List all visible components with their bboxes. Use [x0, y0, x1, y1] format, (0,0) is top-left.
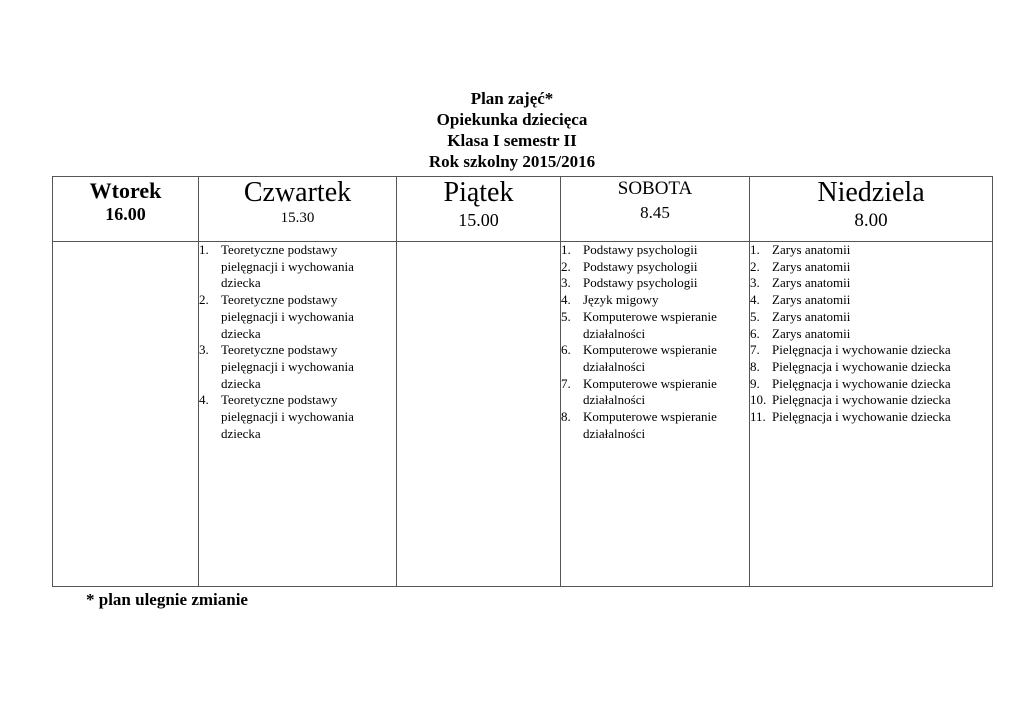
- subject-item: [199, 342, 396, 392]
- subject-text: Podstawy psychologii: [583, 258, 698, 274]
- subject-number: 8.: [561, 409, 571, 425]
- subject-text: Zarys anatomii: [772, 308, 851, 324]
- subject-number: 3.: [750, 275, 760, 291]
- subject-number: 7.: [561, 375, 571, 391]
- subject-number: 3.: [199, 342, 209, 358]
- day-time: 8.00: [854, 210, 888, 231]
- subject-text: Zarys anatomii: [772, 292, 851, 308]
- subject-number: 1.: [750, 242, 760, 257]
- subject-number: 7.: [750, 342, 760, 358]
- day-time: 15.00: [458, 210, 499, 230]
- subject-number: 6.: [561, 342, 571, 358]
- subject-item: [750, 359, 992, 376]
- subject-item: [750, 275, 992, 292]
- subject-item: [561, 275, 749, 292]
- day-header-saturday: [561, 177, 750, 242]
- subject-item: [199, 242, 396, 292]
- day-name: Czwartek: [243, 177, 352, 208]
- subject-text: Komputerowe wspieranie działalności: [583, 342, 717, 374]
- subject-item: [750, 259, 992, 276]
- subject-item: [750, 342, 992, 359]
- subject-text: Teoretyczne podstawy pielęgnacji i wychowania dziecka: [221, 242, 354, 291]
- subject-number: 2.: [561, 258, 571, 274]
- subject-text: Teoretyczne podstawy pielęgnacji i wychowania dziecka: [221, 342, 354, 391]
- subject-text: Komputerowe wspieranie działalności: [583, 409, 717, 441]
- subject-text: Teoretyczne podstawy pielęgnacji i wychowania dziecka: [221, 392, 354, 441]
- subject-text: Zarys anatomii: [772, 242, 851, 257]
- subject-item: [750, 292, 992, 309]
- class-semester: Klasa I semestr II: [447, 131, 577, 150]
- school-year: Rok szkolny 2015/2016: [428, 152, 596, 171]
- day-header-sunday: [750, 177, 993, 242]
- subject-number: 5.: [561, 308, 571, 324]
- sunday-subject-list: [750, 242, 992, 426]
- subject-text: Pielęgnacja i wychowanie dziecka: [772, 375, 951, 391]
- subject-item: [750, 376, 992, 393]
- tuesday-subjects-cell: [53, 242, 199, 587]
- day-name: SOBOTA: [617, 178, 693, 199]
- subject-item: [199, 392, 396, 442]
- course-name: Opiekunka dziecięca: [436, 110, 588, 129]
- day-time: 8.45: [640, 203, 670, 222]
- subject-number: 8.: [750, 358, 760, 374]
- subject-text: Zarys anatomii: [772, 258, 851, 274]
- thursday-subjects-cell: [199, 242, 397, 587]
- thursday-subject-list: [199, 242, 396, 442]
- sunday-subjects-cell: [750, 242, 993, 587]
- subject-number: 4.: [750, 292, 760, 308]
- schedule-table: [52, 176, 993, 587]
- day-time: 15.30: [280, 210, 315, 226]
- subject-item: [750, 409, 992, 426]
- subject-text: Komputerowe wspieranie działalności: [583, 375, 717, 408]
- subject-item: [750, 392, 992, 409]
- subject-number: 1.: [561, 242, 571, 257]
- subject-text: Pielęgnacja i wychowanie dziecka: [772, 358, 951, 374]
- subject-text: Komputerowe wspieranie działalności: [583, 308, 717, 341]
- subject-text: Pielęgnacja i wychowanie dziecka: [772, 392, 951, 408]
- subject-text: Podstawy psychologii: [583, 242, 698, 257]
- subject-number: 3.: [561, 275, 571, 291]
- document-header: [0, 88, 1024, 172]
- subject-item: [561, 292, 749, 309]
- subject-item: [750, 326, 992, 343]
- day-header-row: [53, 177, 993, 242]
- day-header-tuesday: [53, 177, 199, 242]
- subject-text: Podstawy psychologii: [583, 275, 698, 291]
- subject-number: 2.: [750, 258, 760, 274]
- subject-item: [561, 342, 749, 375]
- subject-text: Zarys anatomii: [772, 325, 851, 341]
- subject-number: 10.: [750, 392, 767, 408]
- day-name: Niedziela: [817, 177, 925, 208]
- subject-item: [561, 259, 749, 276]
- saturday-subjects-cell: [561, 242, 750, 587]
- subject-item: [750, 242, 992, 259]
- day-header-thursday: [199, 177, 397, 242]
- subject-number: 4.: [561, 292, 571, 308]
- subject-text: Zarys anatomii: [772, 275, 851, 291]
- subject-number: 11.: [750, 409, 766, 425]
- subject-item: [561, 309, 749, 342]
- subject-number: 4.: [199, 392, 209, 408]
- subject-item: [199, 292, 396, 342]
- day-name: Piątek: [443, 177, 514, 208]
- day-time: 16.00: [105, 204, 146, 224]
- subject-text: Teoretyczne podstawy pielęgnacji i wychowania dziecka: [221, 292, 354, 341]
- subjects-row: [53, 242, 993, 587]
- subject-number: 6.: [750, 325, 760, 341]
- subject-text: Język migowy: [583, 292, 659, 308]
- saturday-subject-list: [561, 242, 749, 442]
- subject-text: Pielęgnacja i wychowanie dziecka: [772, 409, 951, 425]
- friday-subjects-cell: [397, 242, 561, 587]
- subject-number: 9.: [750, 375, 760, 391]
- document-title: Plan zajęć*: [470, 89, 554, 108]
- subject-item: [561, 409, 749, 442]
- subject-number: 5.: [750, 308, 760, 324]
- subject-item: [750, 309, 992, 326]
- subject-number: 1.: [199, 242, 209, 257]
- subject-item: [561, 376, 749, 409]
- footnote: * plan ulegnie zmianie: [86, 590, 248, 609]
- subject-text: Pielęgnacja i wychowanie dziecka: [772, 342, 951, 358]
- subject-number: 2.: [199, 292, 209, 308]
- day-name: Wtorek: [89, 178, 162, 203]
- day-header-friday: [397, 177, 561, 242]
- subject-item: [561, 242, 749, 259]
